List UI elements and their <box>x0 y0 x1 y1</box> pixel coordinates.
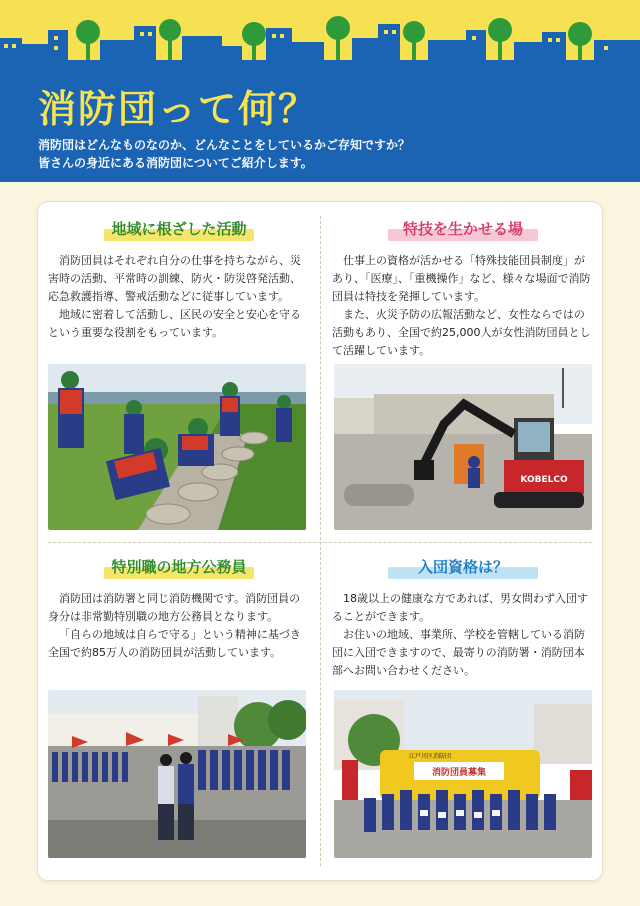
divider-vertical <box>320 216 321 866</box>
photo-sandbag-training <box>48 364 306 530</box>
recruit-sign-text: 消防団員募集 <box>431 768 487 778</box>
paragraph: 18歳以上の健康な方であれば、男女問わず入団することができます。 <box>332 592 588 623</box>
section-title: 特別職の地方公務員 <box>48 554 310 580</box>
intro-line: 消防団はどんなものなのか、どんなことをしているかご存知ですか？ <box>38 138 411 152</box>
paragraph: 仕事上の資格が活かせる「特殊技能団員制度」があり、「医療」、「重機操作」など、様々な場面で消防団員は特技を発揮しています。 <box>332 254 591 303</box>
paragraph: また、火災予防の広報活動など、女性ならではの活動もあり、全国で約25,000人が女性消防団員として活躍しています。 <box>332 308 591 357</box>
section-title: 地域に根ざした活動 <box>48 216 310 242</box>
section-body <box>332 252 594 360</box>
section-body <box>332 590 594 680</box>
section-eligibility <box>332 554 594 680</box>
vehicle-label: 江戸川区消防団 <box>408 753 452 760</box>
photo-parade <box>48 690 306 858</box>
section-body <box>48 590 310 662</box>
paragraph: 消防団員はそれぞれ自分の仕事を持ちながら、災害時の活動、平常時の訓練、防火・防災啓発活動、応急救護指導、警戒活動などに従事しています。 <box>48 254 301 303</box>
section-skills <box>332 216 594 360</box>
section-community <box>48 216 310 342</box>
divider-horizontal <box>48 542 592 543</box>
section-title: 特技を生かせる場 <box>332 216 594 242</box>
page-title: 消防団って何？ <box>38 87 319 131</box>
section-civil-servant <box>48 554 310 662</box>
photo-heavy-machinery <box>334 364 592 530</box>
photo-recruitment-group <box>334 690 592 858</box>
intro-text <box>38 136 410 172</box>
paragraph: 消防団は消防署と同じ消防機関です。消防団員の身分は非常勤特別職の地方公務員となります。 <box>48 592 301 623</box>
skyline-illustration <box>0 10 640 66</box>
excavator-brand-label: KOBELCO <box>520 475 568 485</box>
intro-line: 皆さんの身近にある消防団についてご紹介します。 <box>38 156 313 170</box>
paragraph: 「自らの地域は自らで守る」という精神に基づき全国で約85万人の消防団員が活動しています。 <box>48 628 301 659</box>
paragraph: 地域に密着して活動し、区民の安全と安心を守るという重要な役割をもっています。 <box>48 308 301 339</box>
paragraph: お住いの地域、事業所、学校を管轄している消防団に入団できますので、最寄りの消防署・消防団本部へお問い合わせください。 <box>332 628 585 677</box>
section-body <box>48 252 310 342</box>
section-title: 入団資格は？ <box>332 554 594 580</box>
